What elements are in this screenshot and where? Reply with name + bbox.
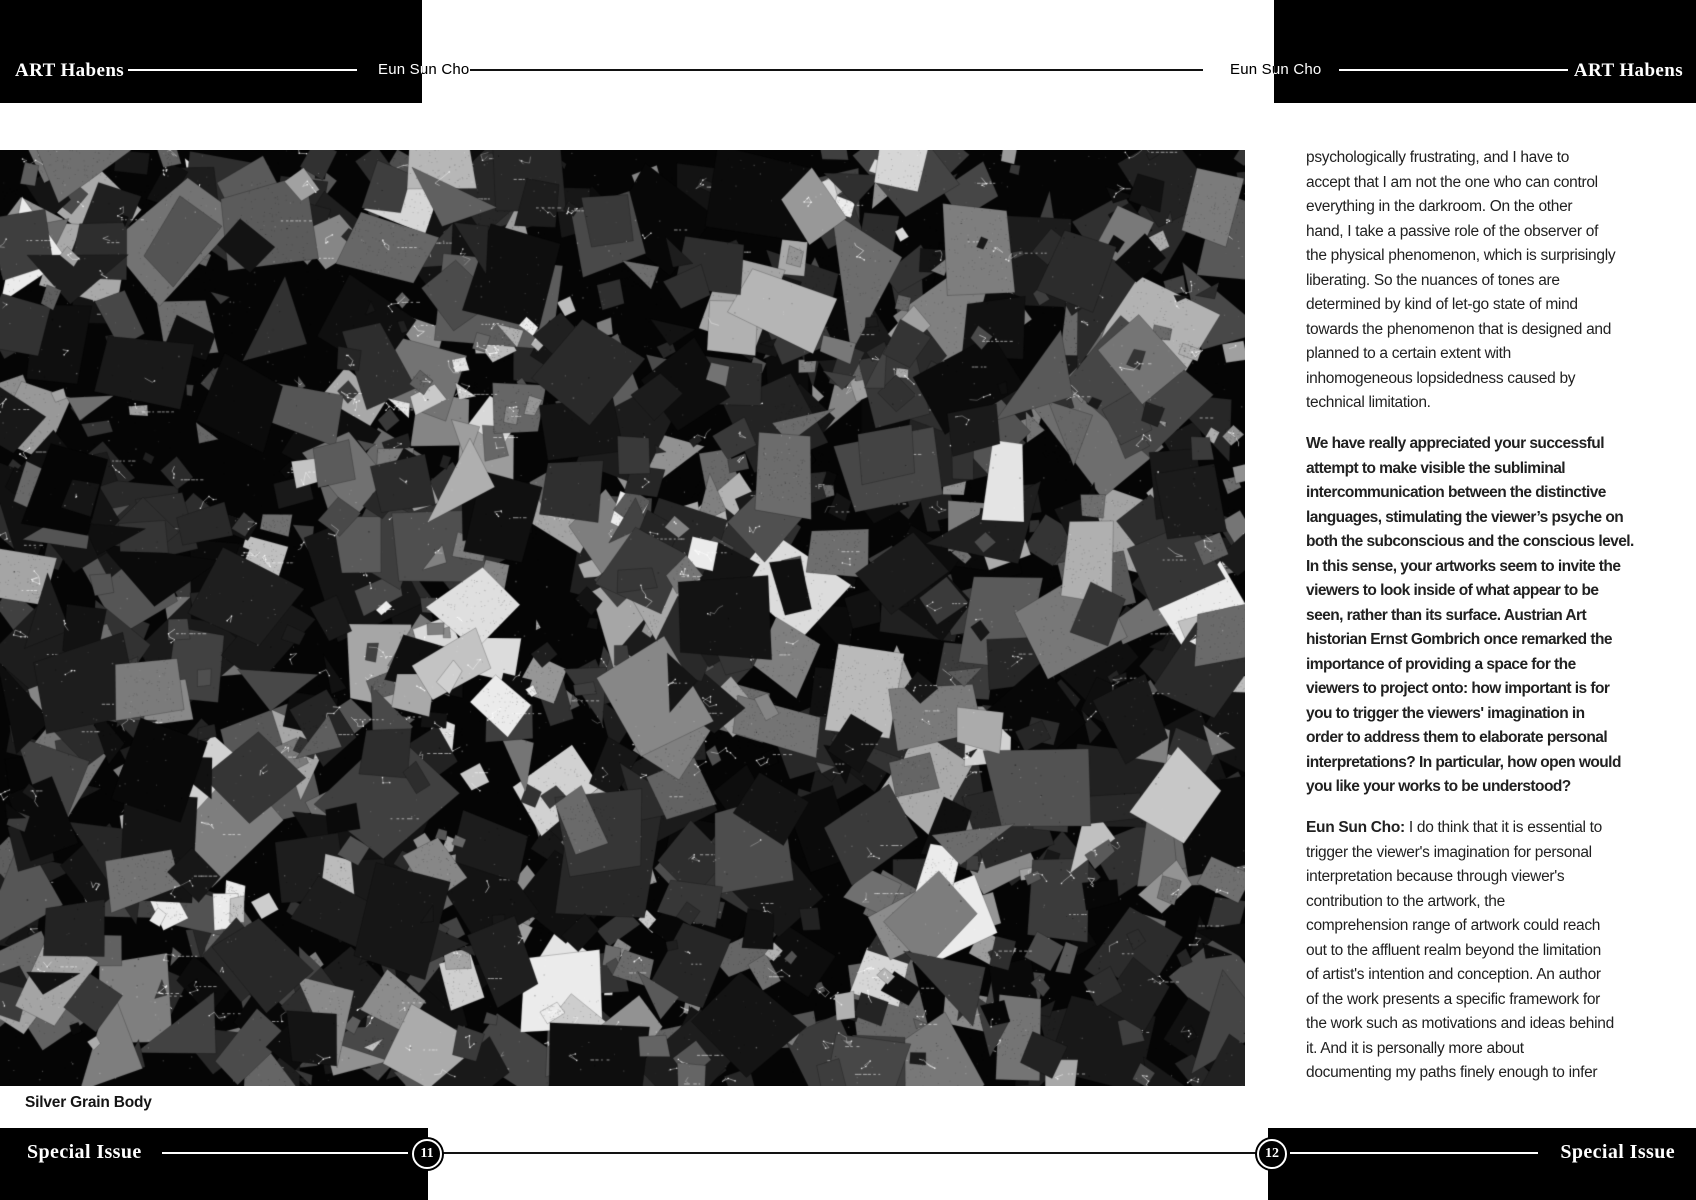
footer-issue-label-right: Special Issue — [1560, 1141, 1675, 1163]
divider-line — [438, 1152, 1260, 1154]
magazine-title-left: ART Habens — [15, 60, 125, 81]
header-bar-left — [0, 0, 422, 103]
divider-line — [128, 69, 357, 71]
artwork-caption: Silver Grain Body — [25, 1094, 152, 1111]
footer-bar-left — [0, 1128, 428, 1200]
page-number-badge: 12 — [1257, 1139, 1287, 1169]
header-bar-right — [1274, 0, 1696, 103]
running-head-author-left: Eun Sun Cho — [378, 61, 470, 78]
interview-answer — [1306, 816, 1684, 1086]
interview-question: We have really appreciated your successful attempt to make visible the subliminal intercommunication between the distinctive languages, stimulating the viewer’s psyche on both the subconscious and the conscious level. In this sense, your artworks seem to invite the viewers to look inside of what appear to be seen, rather than its surface. Austrian Art historian Ernst Gombrich once remarked the importance of providing a space for the viewers to project onto: how important is for you to trigger the viewers' imagination in order to address them to elaborate personal interpretations? In particular, how open would you like your works to be understood? — [1306, 435, 1634, 795]
article-column — [1306, 146, 1684, 1102]
article-paragraph: psychologically frustrating, and I have to accept that I am not the one who can control everything in the darkroom. On the other hand, I take a passive role of the observer of the physical phenomenon, which is surprisingly liberating. So the nuances of tones are determined by kind of let-go state of mind towards the phenomenon that is designed and planned to a certain extent with inhomogeneous lopsidedness caused by technical limitation. — [1306, 149, 1616, 411]
divider-line — [162, 1152, 408, 1154]
footer-bar-right — [1268, 1128, 1696, 1200]
artwork-image — [0, 150, 1245, 1086]
divider-line — [470, 69, 1203, 71]
magazine-title-right: ART Habens — [1573, 60, 1683, 81]
footer-issue-label-left: Special Issue — [27, 1141, 142, 1163]
divider-line — [1290, 1152, 1538, 1154]
page-number-badge: 11 — [412, 1139, 442, 1169]
running-head-author-right: Eun Sun Cho — [1230, 61, 1322, 78]
divider-line — [1339, 69, 1568, 71]
speaker-name: Eun Sun Cho: — [1306, 819, 1405, 836]
answer-text: I do think that it is essential to trigger the viewer's imagination for personal interpretation because through viewer's contribution to the artwork, the comprehension range of artwork could reach out to the affluent realm beyond the limitation of artist's intention and conception. An author of the work presents a specific framework for the work such as motivations and ideas behind it. And it is personally more about documenting my paths finely enough to infer — [1306, 819, 1614, 1081]
